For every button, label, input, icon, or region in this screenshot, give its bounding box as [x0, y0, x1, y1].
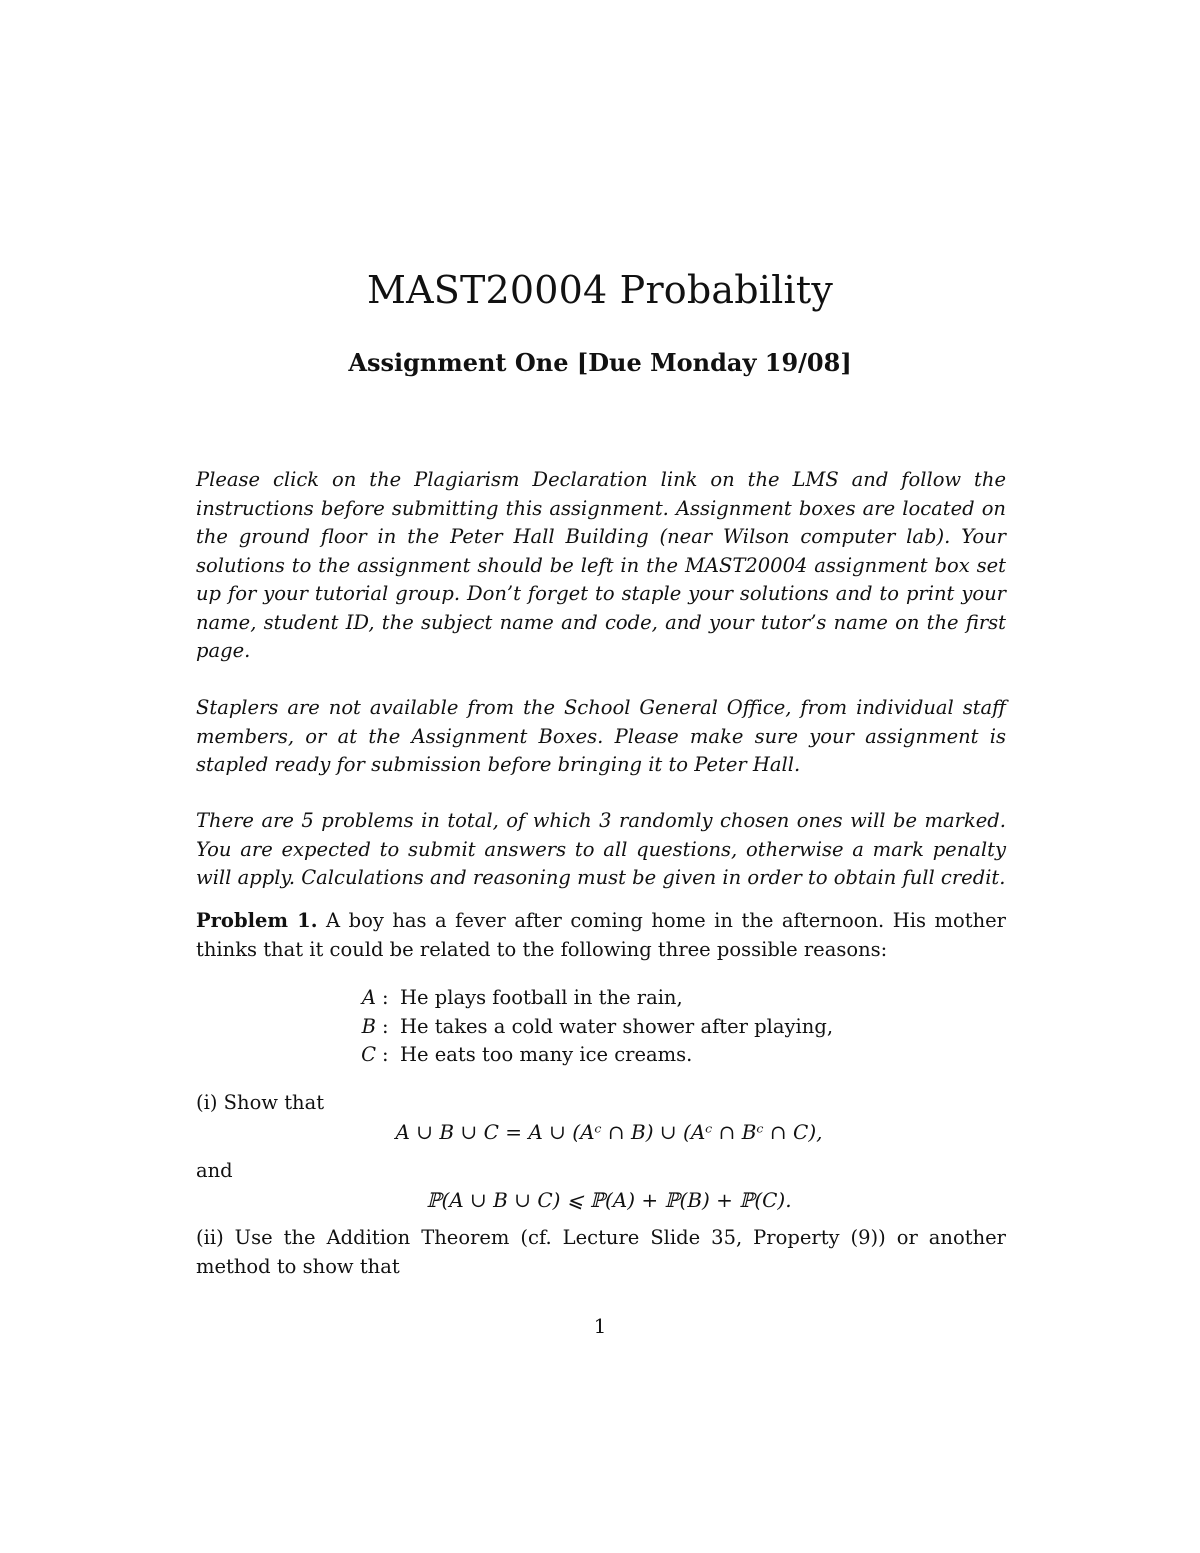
reason-text: He eats too many ice creams.	[400, 1043, 693, 1066]
page-title: MAST20004 Probability	[366, 268, 833, 312]
reason-variable: A	[361, 986, 376, 1009]
reason-variable: C	[361, 1043, 376, 1066]
reason-text: He takes a cold water shower after playing,	[400, 1014, 834, 1038]
and-label: and	[196, 1159, 233, 1182]
reason-colon: :	[382, 1043, 389, 1066]
instructions-paragraph-submission: Please click on the Plagiarism Declaration link on the LMS and follow the instructions before submitting this assignment. Assignment boxes are located on the ground floor in the Peter Hall Building (near Wilson computer lab). Your solutions to the assignment should be left in the MAST20004 assignment box set up for your tutorial group. Don’t forget to staple your solutions and to print your name, student ID, the subject name and code, and your tutor’s name on the first page.	[196, 468, 1006, 662]
equation-probability-bound: ℙ(A ∪ B ∪ C) ⩽ ℙ(A) + ℙ(B) + ℙ(C).	[426, 1188, 792, 1212]
problem-1-label: Problem 1.	[196, 909, 318, 932]
instructions-paragraph-marking: There are 5 problems in total, of which 3 randomly chosen ones will be marked. You are expected to submit answers to all questions, otherwise a mark penalty will apply. Calculations and reasoning must be given in order to obtain full credit.	[196, 809, 1006, 889]
reason-row	[0, 984, 1200, 1013]
problem-1-intro	[196, 907, 1006, 964]
reasons-list	[0, 984, 1200, 1070]
part-2-text: (ii) Use the Addition Theorem (cf. Lecture Slide 35, Property (9)) or another method to show that	[196, 1226, 1006, 1278]
reason-colon: :	[382, 986, 389, 1009]
reason-text: He plays football in the rain,	[400, 986, 683, 1009]
equation-set-union: A ∪ B ∪ C = A ∪ (Aᶜ ∩ B) ∪ (Aᶜ ∩ Bᶜ ∩ C),	[395, 1120, 823, 1144]
problem-1-text: A boy has a fever after coming home in the afternoon. His mother thinks that it could be related to the following three possible reasons:	[196, 909, 1006, 961]
reason-row	[0, 1041, 1200, 1070]
instructions-paragraph-staplers: Staplers are not available from the School General Office, from individual staff members, or at the Assignment Boxes. Please make sure your assignment is stapled ready for submission before bringing it to Peter Hall.	[196, 696, 1006, 776]
assignment-subtitle: Assignment One [Due Monday 19/08]	[348, 348, 852, 377]
page-number: 1	[593, 1314, 607, 1338]
reason-variable: B	[361, 1014, 376, 1038]
reason-row	[0, 1013, 1200, 1042]
part-1-label: (i) Show that	[196, 1091, 325, 1114]
reason-colon: :	[382, 1014, 389, 1038]
